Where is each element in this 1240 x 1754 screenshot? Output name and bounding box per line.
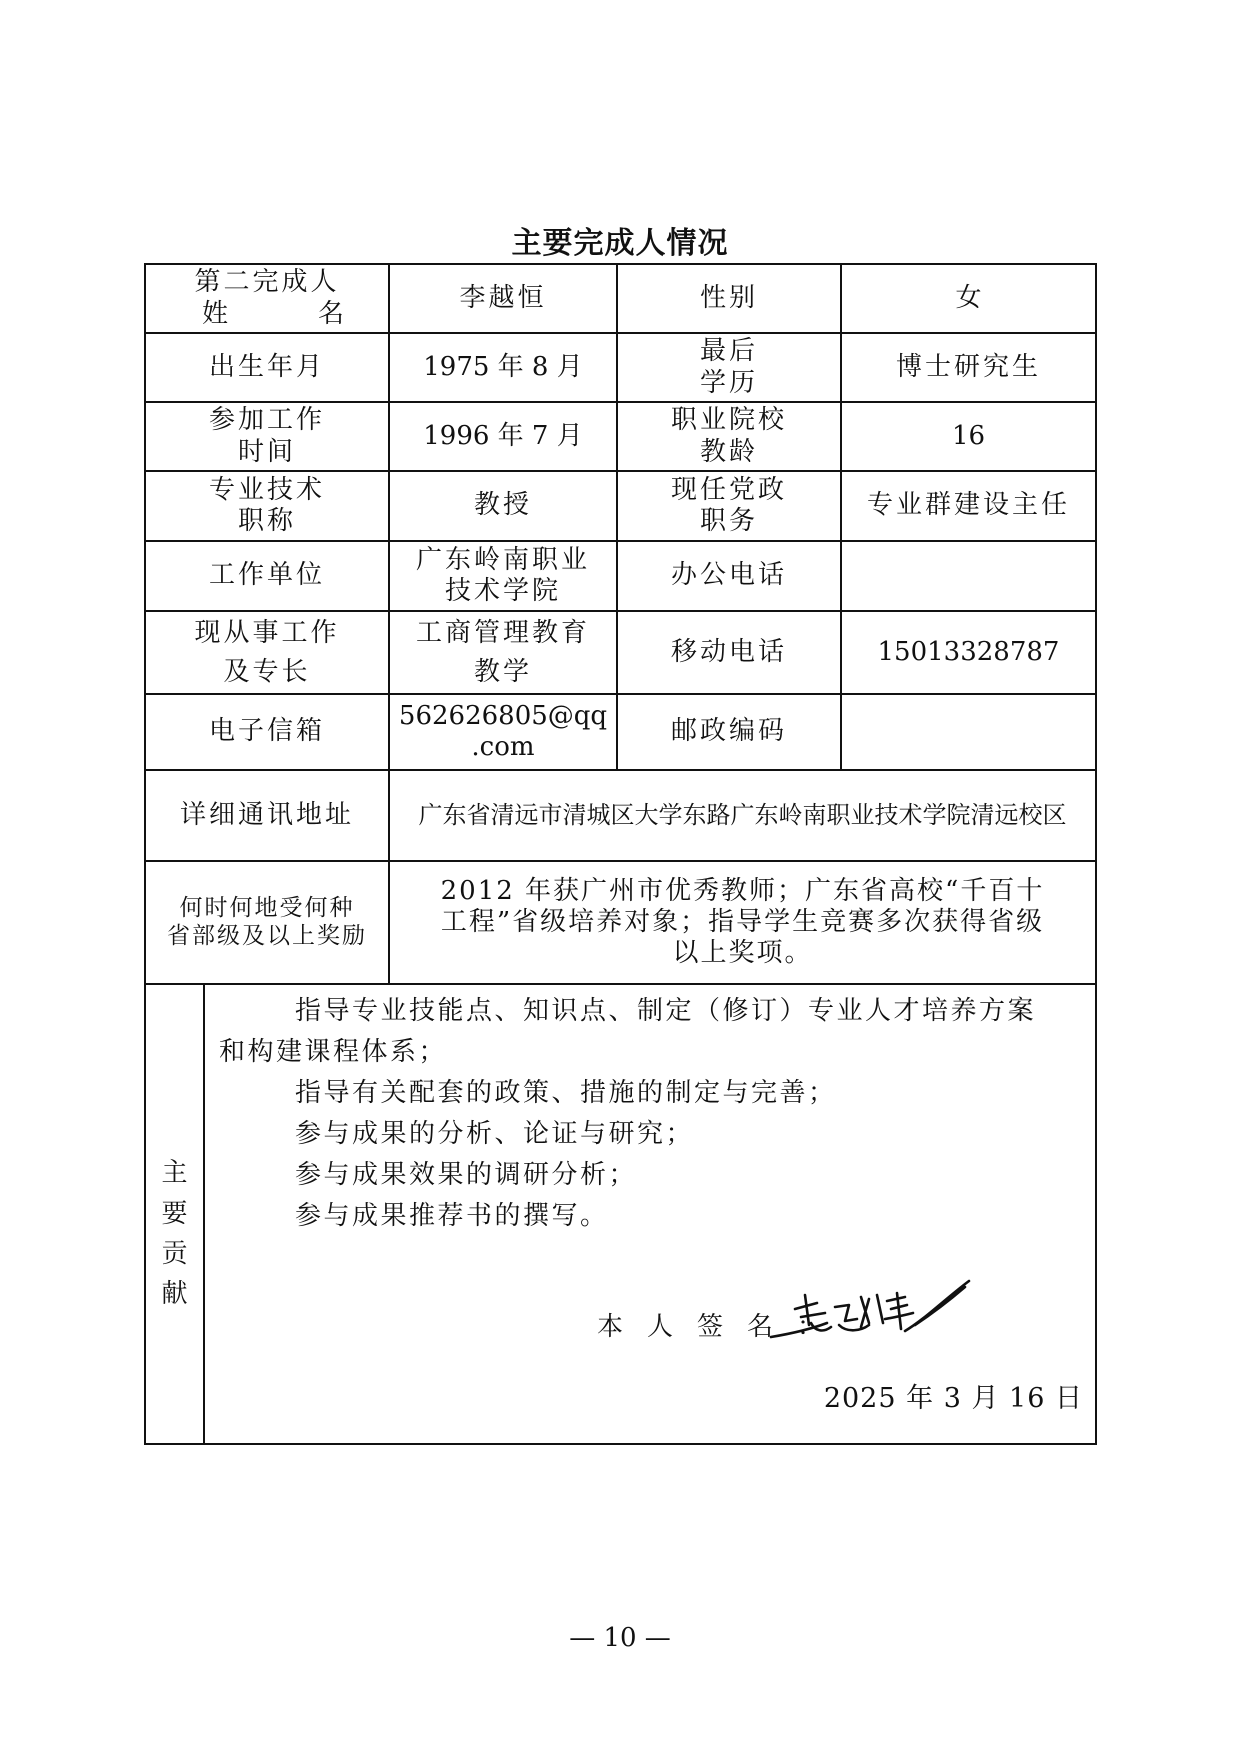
- edu-value: 博士研究生: [841, 333, 1096, 402]
- postcode-label: 邮政编码: [617, 694, 841, 770]
- edu-label-line2: 学历: [699, 367, 758, 398]
- contribution-cell: [145, 984, 1096, 1444]
- mobile-value: 15013328787: [841, 611, 1096, 694]
- email-value-cell: [389, 694, 617, 770]
- work-start-label-line2: 时间: [237, 436, 296, 467]
- teach-years-value: 16: [841, 402, 1096, 471]
- employer-label: 工作单位: [145, 541, 389, 611]
- job-label-line2: 及专长: [223, 656, 311, 687]
- email-label: 电子信箱: [145, 694, 389, 770]
- contribution-line: 和构建课程体系；: [219, 1037, 448, 1067]
- employer-value-line2: 技术学院: [444, 576, 561, 606]
- award-label-cell: [145, 861, 389, 984]
- award-label-line1: 何时何地受何种: [179, 894, 355, 921]
- job-value-line1: 工商管理教育: [415, 617, 590, 648]
- award-value-cell: [389, 861, 1096, 984]
- title-value: 教授: [389, 471, 617, 541]
- edu-label-cell: [617, 333, 841, 402]
- name-label-line1: 第二完成人: [194, 267, 340, 298]
- post-label-cell: [617, 471, 841, 541]
- table-row: [145, 333, 1096, 402]
- work-start-label-cell: [145, 402, 389, 471]
- award-label-line2: 省部级及以上奖励: [167, 922, 367, 949]
- gender-label: 性别: [617, 264, 841, 333]
- teach-years-label-line1: 职业院校: [670, 405, 787, 436]
- table-row: [145, 541, 1096, 611]
- contribution-label: [146, 985, 205, 1443]
- postcode-value: [841, 694, 1096, 770]
- employer-value-cell: [389, 541, 617, 611]
- post-label-line1: 现任党政: [670, 474, 787, 505]
- handwritten-signature: [765, 1273, 975, 1351]
- birth-value: 1975 年 8 月: [389, 333, 617, 402]
- contribution-label-char: 要: [161, 1198, 188, 1229]
- work-start-label-line1: 参加工作: [208, 405, 325, 436]
- name-value: 李越恒: [389, 264, 617, 333]
- award-value-line1: 2012 年获广州市优秀教师；广东省高校“千百十: [440, 875, 1045, 906]
- birth-label: 出生年月: [145, 333, 389, 402]
- job-label-line1: 现从事工作: [194, 617, 340, 648]
- name-label-cell: [145, 264, 389, 333]
- job-label-cell: [145, 611, 389, 694]
- mobile-label: 移动电话: [617, 611, 841, 694]
- table-row: [145, 611, 1096, 694]
- table-row: [145, 471, 1096, 541]
- email-value-line1: 562626805@qq: [398, 700, 608, 731]
- employer-value-line1: 广东岭南职业: [415, 544, 590, 575]
- award-value-line3: 以上奖项。: [672, 938, 813, 969]
- teach-years-label-cell: [617, 402, 841, 471]
- work-start-value: 1996 年 7 月: [389, 402, 617, 471]
- address-label: 详细通讯地址: [145, 770, 389, 861]
- title-label-line2: 职称: [237, 506, 296, 536]
- office-phone-label: 办公电话: [617, 541, 841, 611]
- edu-label-line1: 最后: [699, 336, 758, 367]
- table-row: [145, 861, 1096, 984]
- contribution-line: 参与成果的分析、论证与研究；: [295, 1119, 695, 1149]
- page-number: — 10 —: [569, 1623, 671, 1653]
- office-phone-value: [841, 541, 1096, 611]
- gender-value: 女: [841, 264, 1096, 333]
- contribution-line: 参与成果效果的调研分析；: [295, 1160, 638, 1190]
- signature-label: 本人签名：: [597, 1312, 848, 1342]
- teach-years-label-line2: 教龄: [699, 436, 758, 467]
- job-value-cell: [389, 611, 617, 694]
- title-label-line1: 专业技术: [208, 474, 325, 505]
- email-value-line2: .com: [471, 732, 535, 762]
- table-row: [145, 770, 1096, 861]
- contribution-label-char: 主: [161, 1158, 188, 1189]
- contribution-line: 指导专业技能点、知识点、制定（修订）专业人才培养方案: [295, 996, 1037, 1026]
- post-value: 专业群建设主任: [841, 471, 1096, 541]
- title-label-cell: [145, 471, 389, 541]
- table-row: [145, 984, 1096, 1444]
- address-value: 广东省清远市清城区大学东路广东岭南职业技术学院清远校区: [389, 770, 1096, 861]
- contribution-label-char: 贡: [161, 1239, 188, 1269]
- signature-date: 2025 年 3 月 16 日: [823, 1383, 1083, 1414]
- name-label-char-b: 名: [317, 298, 344, 329]
- info-table: [144, 263, 1097, 1445]
- award-value-line2: 工程”省级培养对象；指导学生竞赛多次获得省级: [440, 906, 1045, 937]
- contribution-line: 指导有关配套的政策、措施的制定与完善；: [295, 1078, 837, 1108]
- table-row: [145, 264, 1096, 333]
- table-row: [145, 694, 1096, 770]
- contribution-line: 参与成果推荐书的撰写。: [295, 1201, 609, 1231]
- contribution-body: [205, 985, 1095, 1443]
- name-label-char-a: 姓: [202, 298, 229, 329]
- contribution-label-char: 献: [161, 1279, 188, 1310]
- page-title: 主要完成人情况: [511, 226, 729, 261]
- job-value-line2: 教学: [473, 656, 532, 687]
- table-row: [145, 402, 1096, 471]
- post-label-line2: 职务: [699, 506, 758, 536]
